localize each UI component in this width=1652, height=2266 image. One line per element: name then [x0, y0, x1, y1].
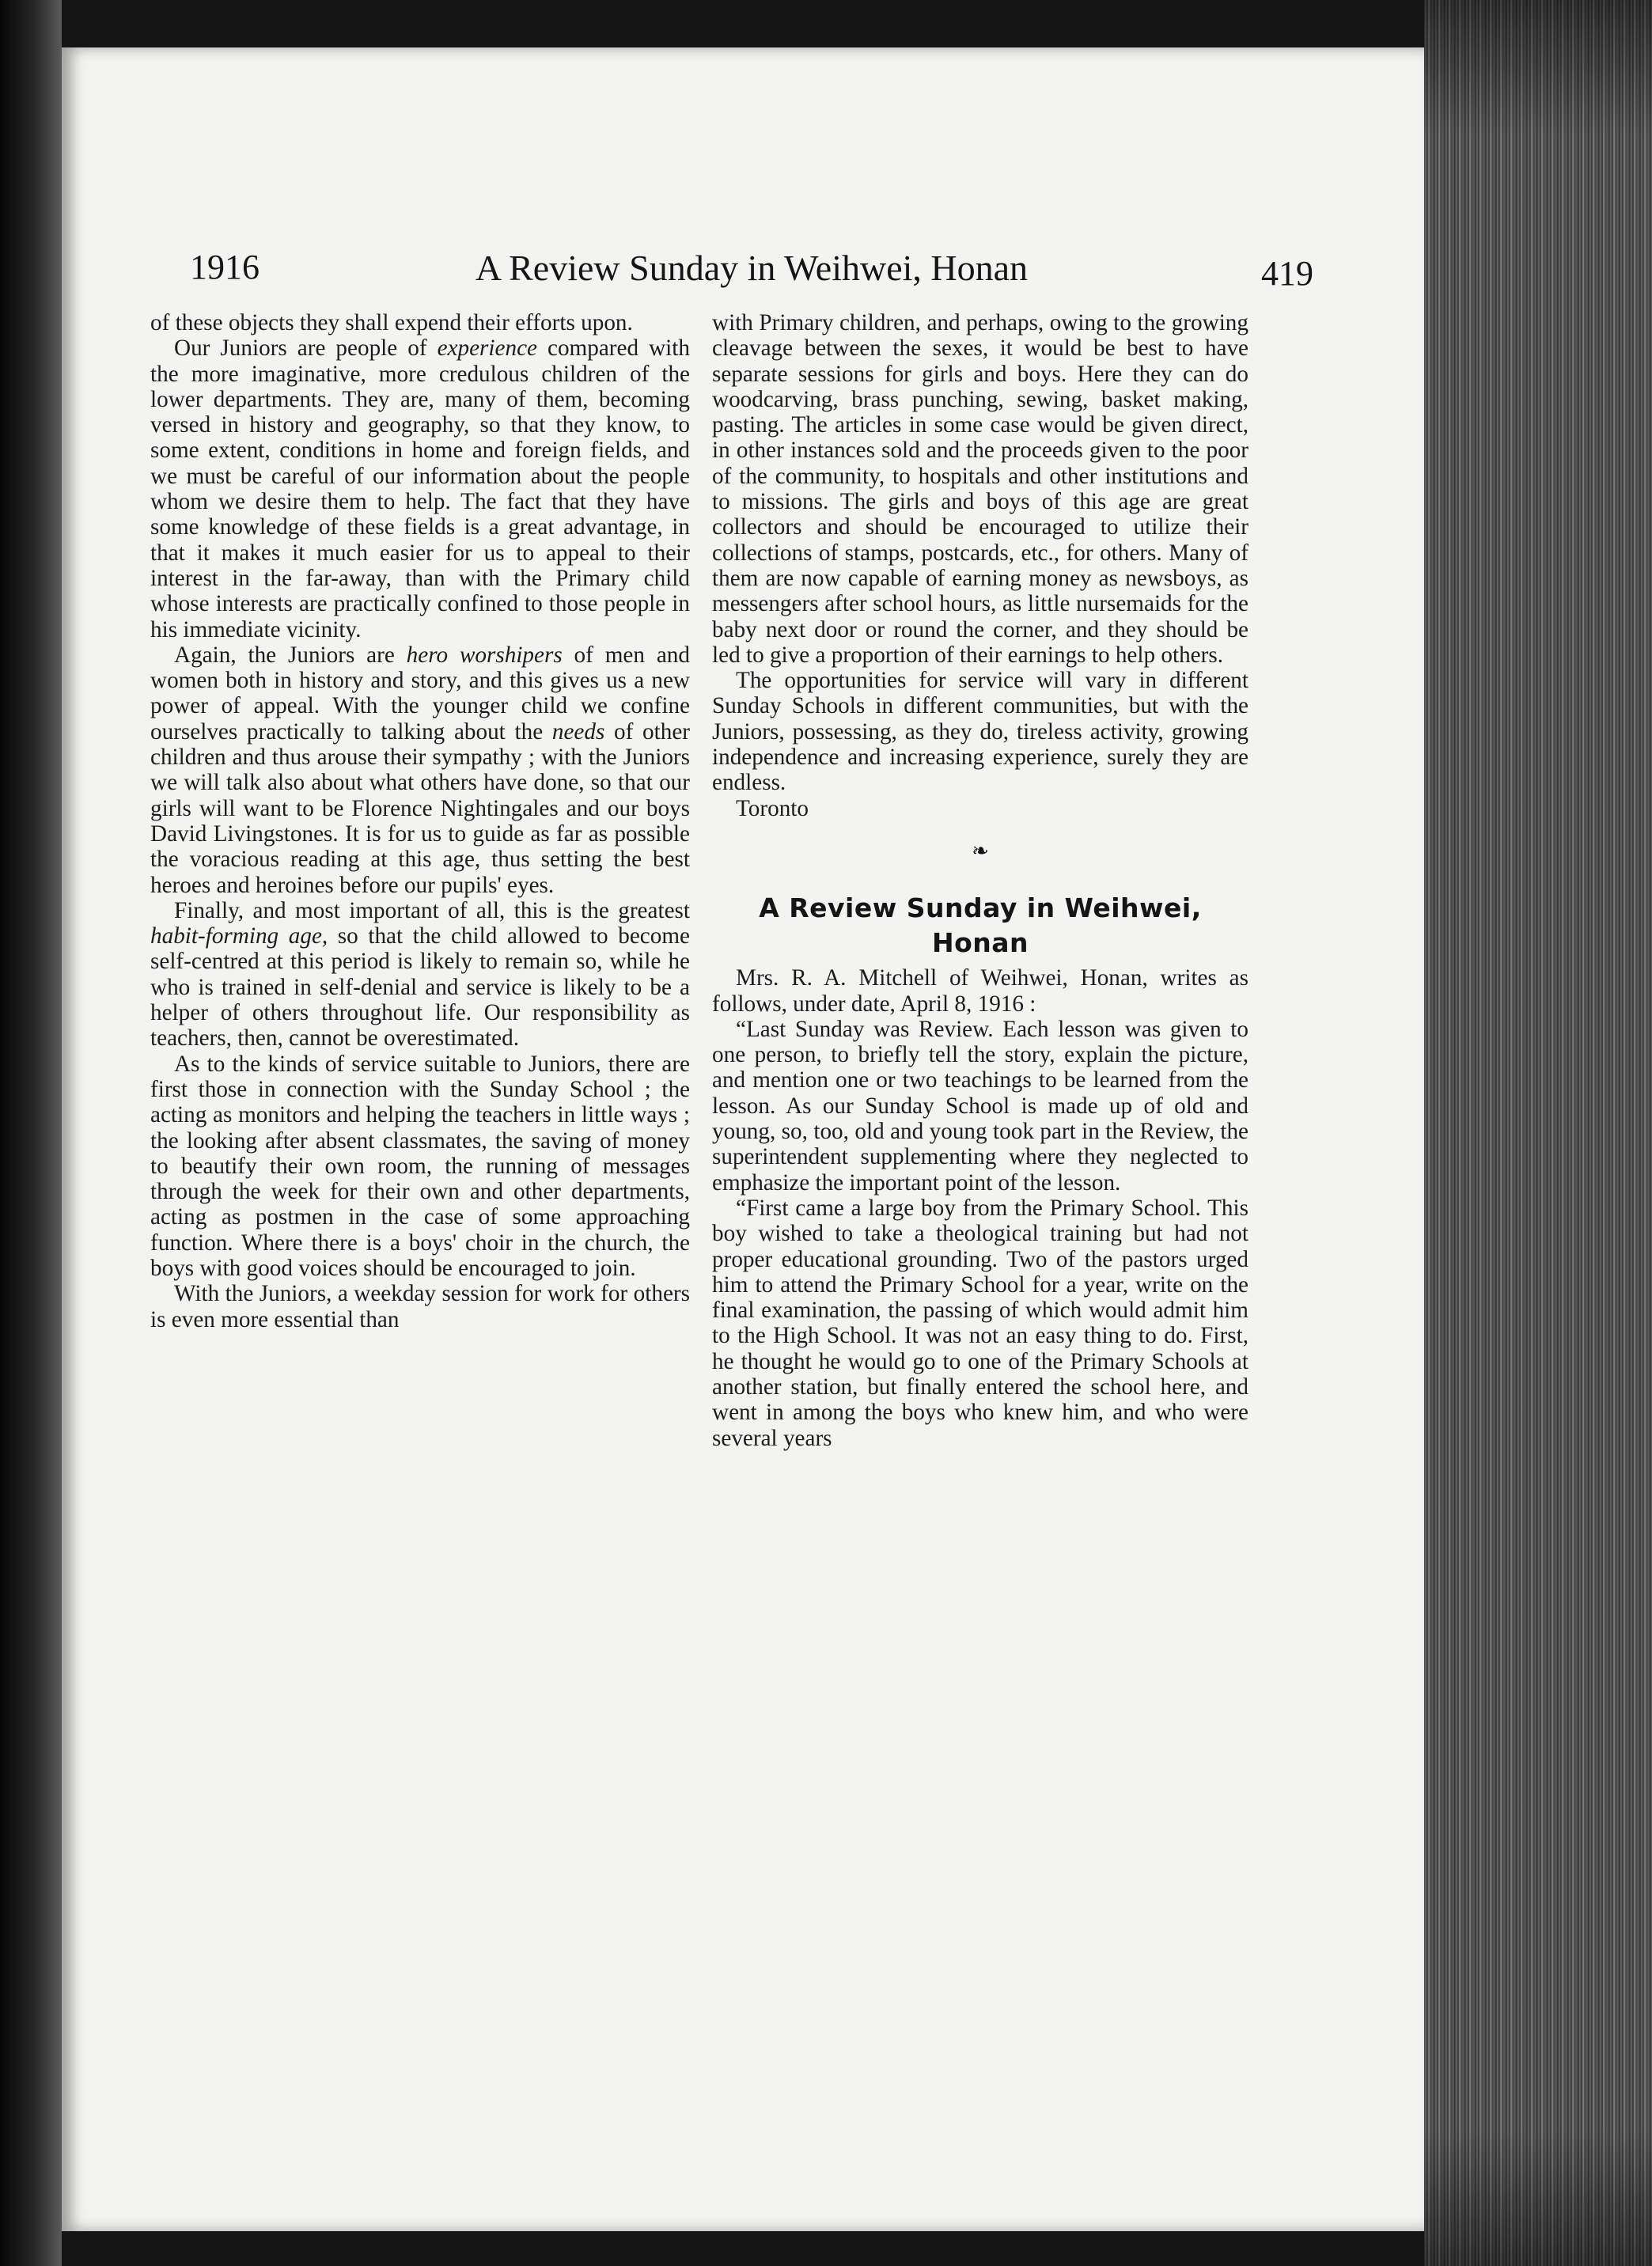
running-head-title: A Review Sunday in Weihwei, Honan: [475, 248, 1029, 288]
author-location: Toronto: [736, 795, 809, 821]
paragraph: The opportunities for service will vary in different Sunday Schools in different communities, but with the Juniors, possessing, as they do, tireless activity, growing independence and increasing experience, surely they are endless.: [712, 668, 1248, 796]
paragraph: Again, the Juniors are hero worshipers of men and women both in history and story, and this gives us a new power of appeal. With the younger child we confine ourselves practically to talking about the needs of other children and thus arouse their sympathy ; with the Juniors we will talk also about what others have done, so that our girls will want to be Florence Nightingales and our boys David Livingstones. It is for us to guide as far as possible the voracious reading at this age, thus setting the best heroes and heroines before our pupils' eyes.: [150, 642, 690, 898]
article-heading: A Review Sunday in Weihwei, Honan: [759, 892, 1202, 959]
paragraph: As to the kinds of service suitable to Juniors, there are first those in connection with the Sunday School ; the acting as monitors and helping the teachers in little ways ; the looking after absent classmates, the saving of money to beautify their own room, the running of messages through the week for their own and other departments, acting as postmen in the case of some approaching function. Where there is a boys' choir in the church, the boys with good voices should be encouraged to join.: [150, 1051, 690, 1281]
book-gutter-shadow: [0, 0, 62, 2266]
paragraph: With the Juniors, a weekday session for work for others is even more essential than: [150, 1281, 690, 1332]
left-column: [150, 310, 690, 1332]
page-number: 419: [1261, 254, 1313, 293]
paragraph: Mrs. R. A. Mitchell of Weihwei, Honan, writes as follows, under date, April 8, 1916 :: [712, 965, 1248, 1017]
ornament-icon: ❧: [972, 839, 989, 862]
paragraph: with Primary children, and perhaps, owing to the growing cleavage between the sexes, it would be best to have separate sessions for girls and boys. Here they can do woodcarving, brass punching, sewing, basket making, pasting. The articles in some case would be given direct, in other instances sold and the proceeds given to the poor of the community, to hospitals and other institutions and to missions. The girls and boys of this age are great collectors and should be encouraged to utilize their collections of stamps, postcards, etc., for others. Many of them are now capable of earning money as newsboys, as messengers after school hours, as little nursemaids for the baby next door or round the corner, and they should be led to give a proportion of their earnings to help others.: [712, 310, 1248, 668]
right-column: [712, 310, 1248, 1451]
paragraph: of these objects they shall expend their efforts upon.: [150, 310, 633, 335]
running-head: [190, 247, 1313, 294]
emphasis: habit-forming age,: [150, 923, 328, 949]
emphasis: experience: [437, 335, 537, 362]
paragraph: “First came a large boy from the Primary School. This boy wished to take a theological training but had not proper educational grounding. Two of the pastors urged him to attend the Primary School for a year, write on the final examination, the passing of which would admit him to the High School. It was not an easy thing to do. First, he thought he would go to one of the Primary Schools at another station, but finally entered the school here, and went in among the boys who knew him, and who were several years: [712, 1195, 1248, 1451]
paragraph: Finally, and most important of all, this is the greatest habit-forming age, so that the child allowed to become self-centred at this period is likely to remain so, while he who is trained in self-denial and service is likely to be a helper of others throughout life. Our responsibility as teachers, then, cannot be overestimated.: [150, 897, 690, 1052]
running-head-year: 1916: [190, 248, 260, 286]
emphasis: hero worshipers: [406, 642, 563, 668]
paragraph: “Last Sunday was Review. Each lesson was given to one person, to briefly tell the story, explain the picture, and mention one or two teachings to be learned from the lesson. As our Sunday School is made up of old and young, so, too, old and young took part in the Review, the superintendent supplementing where they neglected to emphasize the important point of the lesson.: [712, 1016, 1248, 1196]
page-edges-stack: [1424, 0, 1652, 2266]
emphasis: needs: [551, 718, 605, 745]
paragraph: Our Juniors are people of experience compared with the more imaginative, more credulous children of the lower departments. They are, many of them, becoming versed in history and geography, so that they know, to some extent, conditions in home and foreign fields, and we must be careful of our information about the people whom we desire them to help. The fact that they have some knowledge of these fields is a great advantage, in that it makes it much easier for us to appeal to their interest in the far-away, than with the Primary child whose interests are practically confined to those people in his immediate vicinity.: [150, 335, 690, 642]
